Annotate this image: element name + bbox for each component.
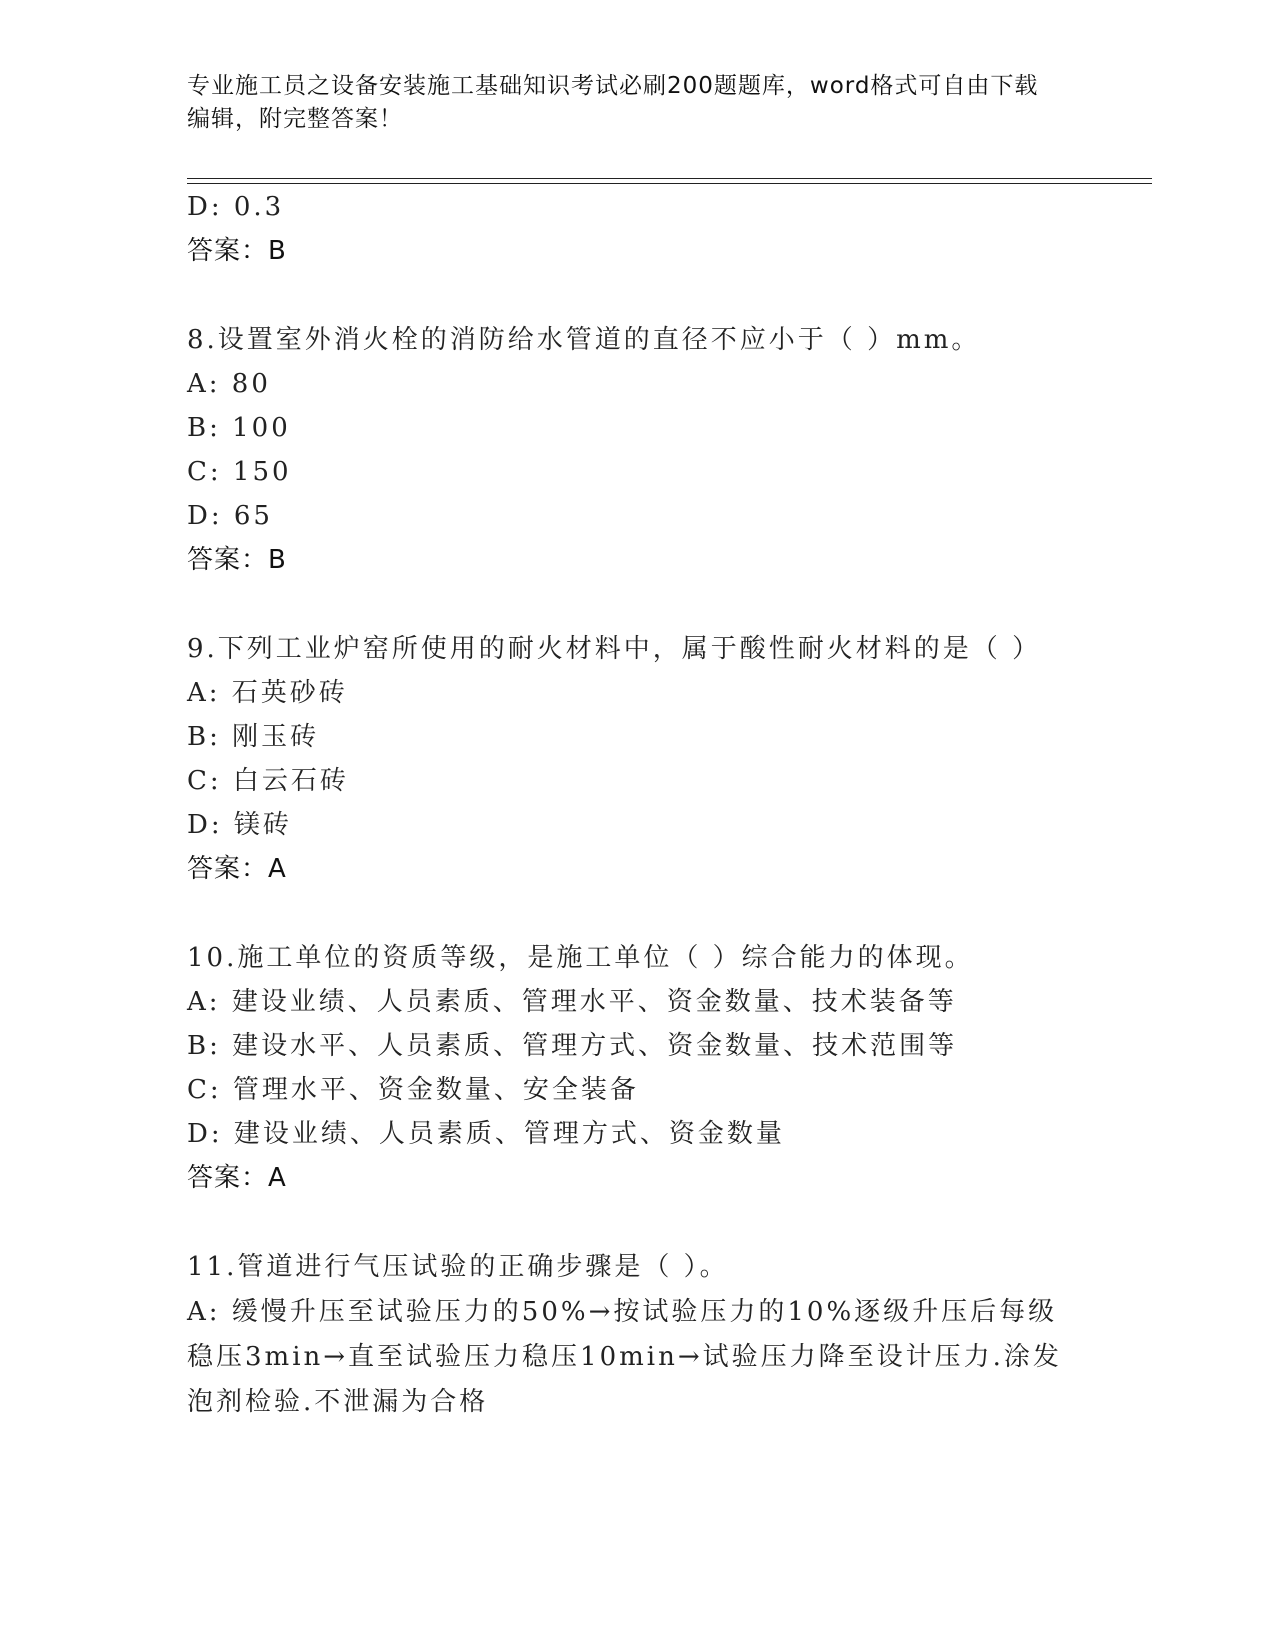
q8-answer: 答案：B (187, 545, 287, 575)
document-header (187, 70, 1087, 136)
q10-option-b: B: 建设水平、人员素质、管理方式、资金数量、技术范围等 (187, 1031, 958, 1061)
header-title-line-2: 编辑，附完整答案！ (187, 106, 403, 132)
q10-question: 10.施工单位的资质等级，是施工单位（ ）综合能力的体现。 (187, 943, 974, 973)
q8-option-d: D: 65 (187, 501, 273, 531)
q7-option-d: D: 0.3 (187, 192, 285, 222)
q10-option-d: D: 建设业绩、人员素质、管理方式、资金数量 (187, 1119, 785, 1149)
header-divider-bottom (187, 183, 1152, 184)
q10-option-a: A: 建设业绩、人员素质、管理水平、资金数量、技术装备等 (187, 987, 957, 1017)
q9-option-d: D: 镁砖 (187, 810, 292, 840)
q8-option-b: B: 100 (187, 413, 291, 443)
q11-question: 11.管道进行气压试验的正确步骤是（ ）。 (187, 1252, 729, 1282)
q9-option-a: A: 石英砂砖 (187, 678, 348, 708)
q11-option-a: A: 缓慢升压至试验压力的50%→按试验压力的10%逐级升压后每级稳压3min→直至试验压力稳压10min→试验压力降至设计压力.涂发泡剂检验.不泄漏为合格 (187, 1297, 1062, 1417)
q10-option-c: C: 管理水平、资金数量、安全装备 (187, 1075, 639, 1105)
q9-question: 9.下列工业炉窑所使用的耐火材料中，属于酸性耐火材料的是（ ） (187, 634, 1042, 664)
header-title-line-1: 专业施工员之设备安装施工基础知识考试必刷200题题库，word格式可自由下载 (187, 73, 1039, 99)
q8-option-c: C: 150 (187, 457, 292, 487)
q9-answer: 答案：A (187, 854, 287, 884)
header-divider-top (187, 178, 1152, 179)
q8-question: 8.设置室外消火栓的消防给水管道的直径不应小于（ ）mm。 (187, 325, 981, 355)
q7-answer: 答案：B (187, 236, 287, 266)
q8-option-a: A: 80 (187, 369, 271, 399)
q9-option-c: C: 白云石砖 (187, 766, 349, 796)
q9-option-b: B: 刚玉砖 (187, 722, 320, 752)
q10-answer: 答案：A (187, 1163, 287, 1193)
